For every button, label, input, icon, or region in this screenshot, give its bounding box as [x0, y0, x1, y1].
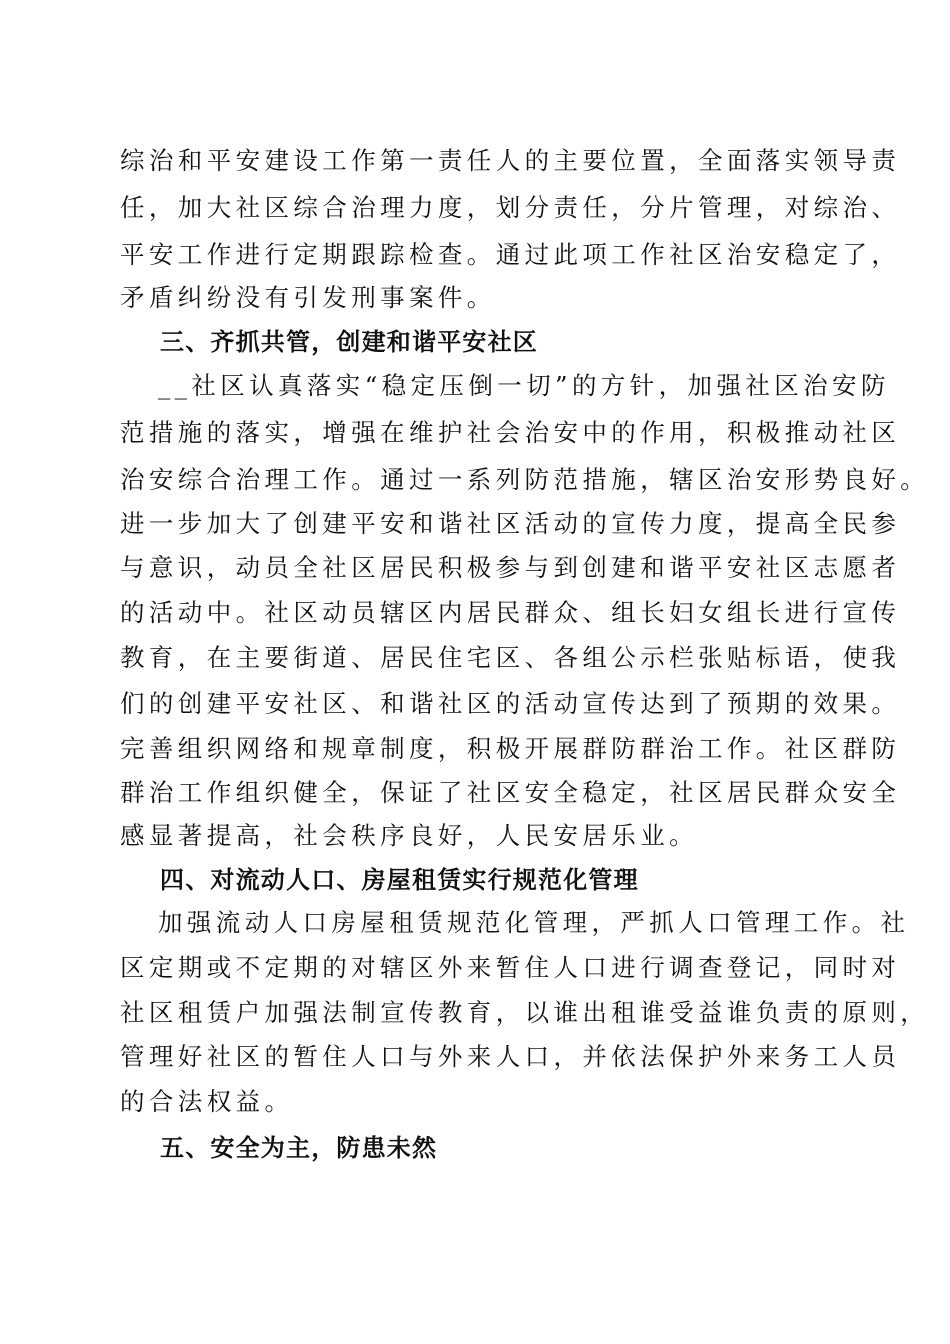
paragraph-line: 任，加大社区综合治理力度，划分责任，分片管理，对综治、 [120, 193, 901, 222]
paragraph-line: 群治工作组织健全，保证了社区安全稳定，社区居民群众安全 [120, 778, 901, 807]
paragraph-line: 与意识，动员全社区居民积极参与到创建和谐平安社区志愿者 [120, 553, 901, 582]
paragraph-line: 治安综合治理工作。通过一系列防范措施，辖区治安形势良好。 [120, 465, 930, 494]
paragraph-line: 加强流动人口房屋租赁规范化管理，严抓人口管理工作。社 [158, 908, 910, 937]
paragraph-line: 社区租赁户加强法制宣传教育，以谁出租谁受益谁负责的原则， [120, 998, 930, 1027]
paragraph-line: 感显著提高，社会秩序良好，人民安居乐业。 [120, 821, 698, 850]
paragraph-line: 进一步加大了创建平安和谐社区活动的宣传力度，提高全民参 [120, 509, 901, 538]
section-heading-3: 三、齐抓共管，创建和谐平安社区 [160, 328, 538, 356]
paragraph-line: 教育，在主要街道、居民住宅区、各组公示栏张贴标语，使我 [120, 643, 901, 672]
paragraph-line: 综治和平安建设工作第一责任人的主要位置，全面落实领导责 [120, 146, 901, 175]
paragraph-line: 区定期或不定期的对辖区外来暂住人口进行调查登记，同时对 [120, 953, 901, 982]
paragraph-line: 范措施的落实，增强在维护社会治安中的作用，积极推动社区 [120, 418, 901, 447]
paragraph-line: 们的创建平安社区、和谐社区的活动宣传达到了预期的效果。 [120, 689, 901, 718]
paragraph-line: 完善组织网络和规章制度，积极开展群防群治工作。社区群防 [120, 734, 901, 763]
section-heading-4: 四、对流动人口、房屋租赁实行规范化管理 [160, 866, 639, 894]
section-heading-5: 五、安全为主，防患未然 [160, 1134, 438, 1162]
paragraph-line: 管理好社区的暂住人口与外来人口，并依法保护外来务工人员 [120, 1042, 901, 1071]
paragraph-line: 的活动中。社区动员辖区内居民群众、组长妇女组长进行宣传 [120, 598, 901, 627]
paragraph-line: __社区认真落实“稳定压倒一切”的方针，加强社区治安防 [158, 371, 890, 400]
paragraph-line: 矛盾纠纷没有引发刑事案件。 [120, 283, 496, 312]
paragraph-line: 平安工作进行定期跟踪检查。通过此项工作社区治安稳定了， [120, 240, 901, 269]
paragraph-line: 的合法权益。 [120, 1087, 294, 1116]
